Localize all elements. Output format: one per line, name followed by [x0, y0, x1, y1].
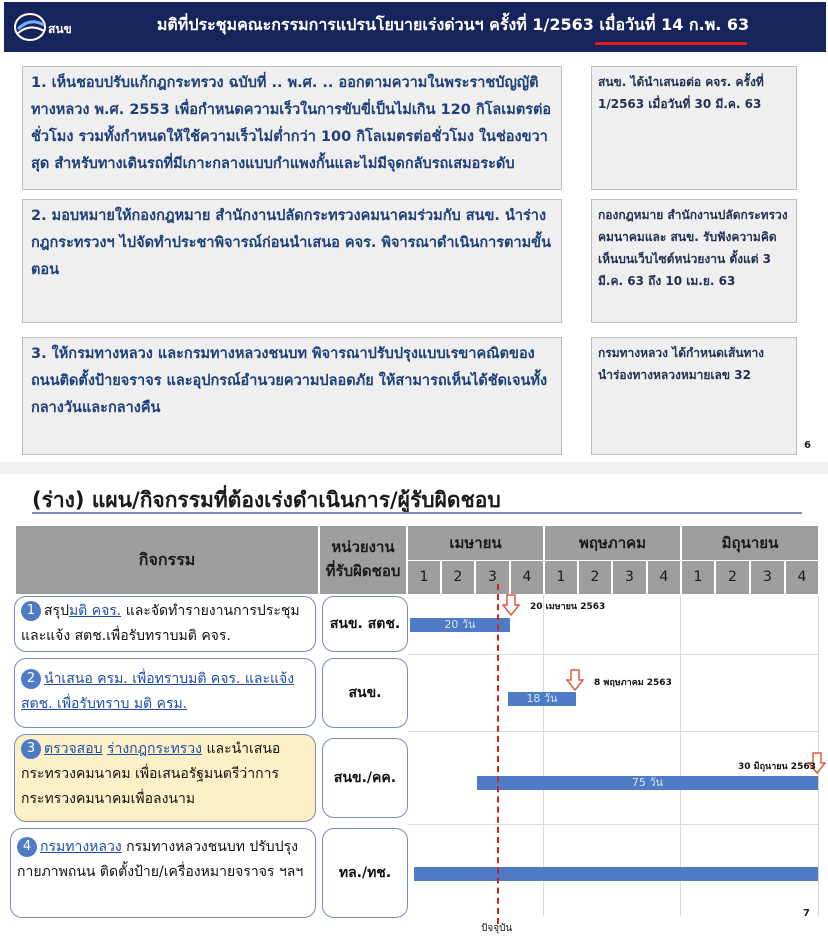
gantt-bar-4: [414, 867, 818, 881]
plan-title: (ร่าง) แผน/กิจกรรมที่ต้องเร่งดำเนินการ/ผู้รับผิดชอบ: [32, 488, 501, 512]
resolution-2-status: กองกฎหมาย สำนักงานปลัดกระทรวงคมนาคมและ สนข. รับฟังความคิดเห็นบนเว็บไซต์หน่วยงาน ตั้งแต่ 3 มี.ค. 63 ถึง 10 เม.ย. 63: [591, 199, 797, 323]
today-label: ปัจจุบัน: [481, 923, 513, 934]
header-month-june: มิถุนายน: [682, 526, 818, 560]
header-unit-line2: ที่รับผิดชอบ: [325, 562, 401, 580]
activity-1-pre: สรุป: [44, 603, 69, 619]
deadline-arrow-icon: [566, 669, 584, 691]
title-date-underline: [595, 42, 747, 45]
header-week: 1: [682, 561, 714, 594]
today-line: [497, 584, 499, 924]
svg-text:สนข: สนข: [48, 22, 72, 36]
resolution-1-status: สนข. ได้นำเสนอต่อ คจร. ครั้งที่ 1/2563 เมื่อวันที่ 30 มี.ค. 63: [591, 66, 797, 190]
activity-3-text: และนำเสนอกระทรวงคมนาคม เพื่อเสนอรัฐมนตรีว่าการกระทรวงคมนาคมเพื่อลงนาม: [21, 741, 281, 807]
header-activity: กิจกรรม: [16, 526, 318, 594]
gantt-bar-3: 75 วัน: [477, 776, 818, 790]
deadline-label-2: 8 พฤษภาคม 2563: [594, 678, 672, 688]
resolution-3-status: กรมทางหลวง ได้กำหนดเส้นทางนำร่องทางหลวงหมายเลข 32: [591, 337, 797, 455]
header-week: 3: [476, 561, 509, 594]
header-week: 4: [786, 561, 818, 594]
header-week: 2: [716, 561, 749, 594]
activity-4: [10, 828, 316, 918]
header-week: 3: [613, 561, 646, 594]
grid-line: [408, 731, 818, 732]
activity-4-text: กรมทางหลวงชนบท ปรับปรุงกายภาพถนน ติดตั้งป้าย/เครื่องหมายจราจร ฯลฯ: [17, 839, 304, 880]
ministry-logo-icon: [12, 9, 82, 45]
activity-3: [14, 734, 316, 822]
activity-2: [14, 658, 316, 728]
activity-1: [14, 596, 316, 652]
slide-plan: [0, 474, 828, 939]
activity-number-badge: 3: [21, 739, 41, 759]
plan-title-underline: [32, 512, 802, 514]
header-week: 2: [579, 561, 611, 594]
activity-4-link[interactable]: กรมทางหลวง: [40, 839, 122, 855]
activity-2-link[interactable]: นำเสนอ ครม. เพื่อทราบมติ คจร. และแจ้ง สตช. เพื่อรับทราบ มติ ครม.: [21, 671, 295, 712]
header-month-april: เมษายน: [408, 526, 543, 560]
header-unit-line1: หน่วยงาน: [331, 538, 395, 556]
header-week: 2: [442, 561, 474, 594]
title-date: เมื่อวันที่ 14 ก.พ. 63: [599, 15, 750, 34]
activity-number-badge: 2: [21, 669, 41, 689]
slide-resolutions: [0, 0, 828, 462]
slide-header-bar: [4, 2, 826, 52]
header-week: 4: [511, 561, 543, 594]
activity-number-badge: 1: [21, 601, 41, 621]
resolution-1-text: 1. เห็นชอบปรับแก้กฎกระทรวง ฉบับที่ .. พ.ศ. .. ออกตามความในพระราชบัญญัติทางหลวง พ.ศ. 2553 เพื่อกำหนดความเร็วในการขับขี่เป็นไม่เกิน 120 กิโลเมตรต่อชั่วโมง รวมทั้งกำหนดให้ใช้ความเร็วไม่ต่ำกว่า 100 กิโลเมตรต่อชั่วโมง ในช่องขวาสุด สำหรับทางเดินรถที่มีเกาะกลางแบบกำแพงกั้นและไม่มีจุดกลับรถเสมอระดับ: [22, 66, 562, 190]
resolution-2-text: 2. มอบหมายให้กองกฎหมาย สำนักงานปลัดกระทรวงคมนาคมร่วมกับ สนข. นำร่างกฎกระทรวงฯ ไปจัดทำประชาพิจารณ์ก่อนนำเสนอ คจร. พิจารณาดำเนินการตามขั้นตอน: [22, 199, 562, 323]
activity-1-text: และจัดทำรายงานการประชุมและแจ้ง สตช.เพื่อรับทราบมติ คจร.: [21, 603, 300, 644]
activity-2-unit: สนข.: [322, 658, 408, 728]
deadline-label-1: 20 เมษายน 2563: [530, 602, 606, 612]
page-number: 7: [803, 908, 810, 919]
activity-4-unit: ทล./ทช.: [322, 828, 408, 918]
activity-3-link-check[interactable]: ตรวจสอบ: [44, 741, 103, 757]
title-main: มติที่ประชุมคณะกรรมการแปรนโยบายเร่งด่วนฯ ครั้งที่ 1/2563: [156, 15, 600, 34]
gantt-bar-1: 20 วัน: [410, 618, 510, 632]
page-number: 6: [804, 440, 811, 451]
activity-1-unit: สนข. สตช.: [322, 596, 408, 652]
grid-line: [408, 654, 818, 655]
deadline-arrow-icon: [502, 594, 520, 616]
header-unit: [320, 526, 406, 594]
header-week: 4: [648, 561, 680, 594]
resolution-3-text: 3. ให้กรมทางหลวง และกรมทางหลวงชนบท พิจารณาปรับปรุงแบบเรขาคณิตของถนนติดตั้งป้ายจราจร และอุปกรณ์อำนวยความปลอดภัย ให้สามารถเห็นได้ชัดเจนทั้งกลางวันและกลางคืน: [22, 337, 562, 455]
activity-1-link[interactable]: มติ คจร.: [68, 603, 122, 619]
header-week: 3: [751, 561, 784, 594]
slide-divider: [0, 462, 828, 474]
header-week: 1: [545, 561, 577, 594]
grid-line: [408, 824, 818, 825]
activity-3-link-draft[interactable]: ร่างกฎกระทรวง: [106, 741, 203, 757]
header-month-may: พฤษภาคม: [545, 526, 680, 560]
activity-3-unit: สนข./คค.: [322, 738, 408, 818]
activity-number-badge: 4: [17, 837, 37, 857]
gantt-bar-2: 18 วัน: [508, 692, 576, 706]
deadline-label-3: 30 มิถุนายน 2563: [738, 762, 816, 772]
header-week: 1: [408, 561, 440, 594]
